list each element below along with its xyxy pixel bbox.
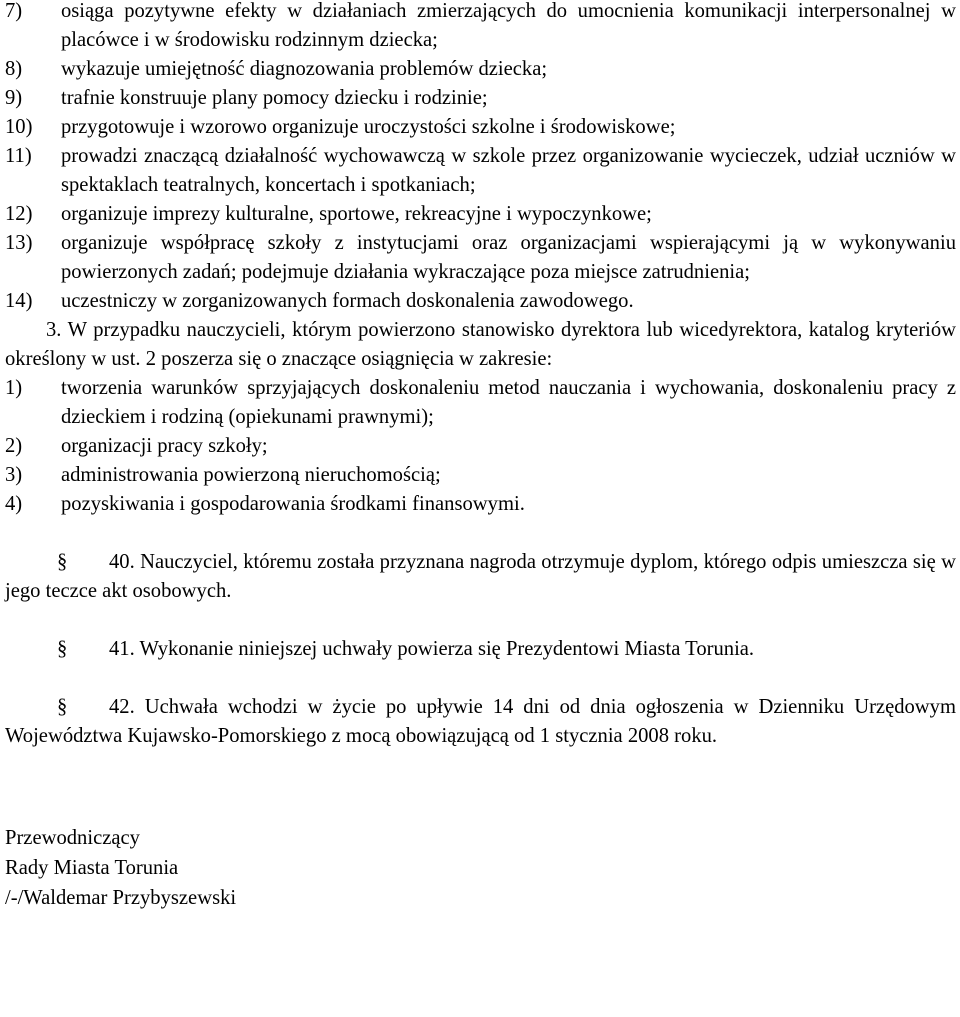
item-text: tworzenia warunków sprzyjających doskonaleniu metod nauczania i wychowania, doskonaleniu pracy z dzieckiem i rodziną (opiekunami prawnymi); (61, 377, 956, 428)
list-item (5, 229, 956, 287)
list-item (5, 287, 956, 316)
section-42 (5, 693, 956, 751)
list-item (5, 0, 956, 55)
item-text: administrowania powierzoną nieruchomością; (61, 464, 441, 486)
item-number: 3) (5, 464, 23, 486)
section-40 (5, 548, 956, 606)
signature-block (5, 823, 956, 913)
list-item (5, 490, 956, 519)
signature-council: Rady Miasta Torunia (5, 857, 179, 879)
list-item (5, 432, 956, 461)
item-text: organizuje współpracę szkoły z instytucjami oraz organizacjami wspierającymi ją w wykonywaniu powierzonych zadań; podejmuje działania wykraczające poza miejsce zatrudnienia; (61, 232, 956, 283)
item-number: 13) (5, 232, 33, 254)
section-sign: § (57, 551, 68, 573)
item-number: 7) (5, 0, 23, 22)
section-sign: § (57, 696, 68, 718)
list-item (5, 374, 956, 432)
signature-title: Przewodniczący (5, 827, 140, 849)
list-item (5, 142, 956, 200)
paragraph-3: 3. W przypadku nauczycieli, którym powierzono stanowisko dyrektora lub wicedyrektora, katalog kryteriów określony w ust. 2 poszerza się o znaczące osiągnięcia w zakresie: (5, 319, 956, 370)
item-text: trafnie konstruuje plany pomocy dziecku i rodzinie; (61, 87, 488, 109)
item-text: pozyskiwania i gospodarowania środkami finansowymi. (61, 493, 525, 515)
item-text: przygotowuje i wzorowo organizuje uroczystości szkolne i środowiskowe; (61, 116, 676, 138)
item-text: organizuje imprezy kulturalne, sportowe, rekreacyjne i wypoczynkowe; (61, 203, 652, 225)
item-number: 2) (5, 435, 23, 457)
section-text: 41. Wykonanie niniejszej uchwały powierza się Prezydentowi Miasta Torunia. (109, 638, 755, 660)
criteria-list (5, 0, 956, 316)
list-item (5, 55, 956, 84)
item-number: 10) (5, 116, 33, 138)
list-item (5, 113, 956, 142)
director-criteria-list (5, 374, 956, 519)
section-41 (5, 635, 956, 664)
item-number: 11) (5, 145, 32, 167)
item-number: 9) (5, 87, 23, 109)
list-item (5, 200, 956, 229)
item-text: uczestniczy w zorganizowanych formach doskonalenia zawodowego. (61, 290, 634, 312)
section-sign: § (57, 638, 68, 660)
document-page (5, 0, 956, 913)
item-text: organizacji pracy szkoły; (61, 435, 268, 457)
item-number: 4) (5, 493, 23, 515)
item-number: 1) (5, 377, 23, 399)
item-number: 12) (5, 203, 33, 225)
section-text: 42. Uchwała wchodzi w życie po upływie 14 dni od dnia ogłoszenia w Dzienniku Urzędowym Województwa Kujawsko-Pomorskiego z mocą obowiązującą od 1 stycznia 2008 roku. (5, 696, 956, 747)
item-number: 14) (5, 290, 33, 312)
list-item (5, 84, 956, 113)
item-text: osiąga pozytywne efekty w działaniach zmierzających do umocnienia komunikacji interpersonalnej w placówce i w środowisku rodzinnym dziecka; (61, 0, 956, 51)
list-item (5, 461, 956, 490)
signature-name: /-/Waldemar Przybyszewski (5, 887, 237, 909)
section-text: 40. Nauczyciel, któremu została przyznana nagroda otrzymuje dyplom, którego odpis umieszcza się w jego teczce akt osobowych. (5, 551, 956, 602)
item-text: prowadzi znaczącą działalność wychowawczą w szkole przez organizowanie wycieczek, udział uczniów w spektaklach teatralnych, koncertach i spotkaniach; (61, 145, 956, 196)
item-number: 8) (5, 58, 23, 80)
item-text: wykazuje umiejętność diagnozowania problemów dziecka; (61, 58, 548, 80)
